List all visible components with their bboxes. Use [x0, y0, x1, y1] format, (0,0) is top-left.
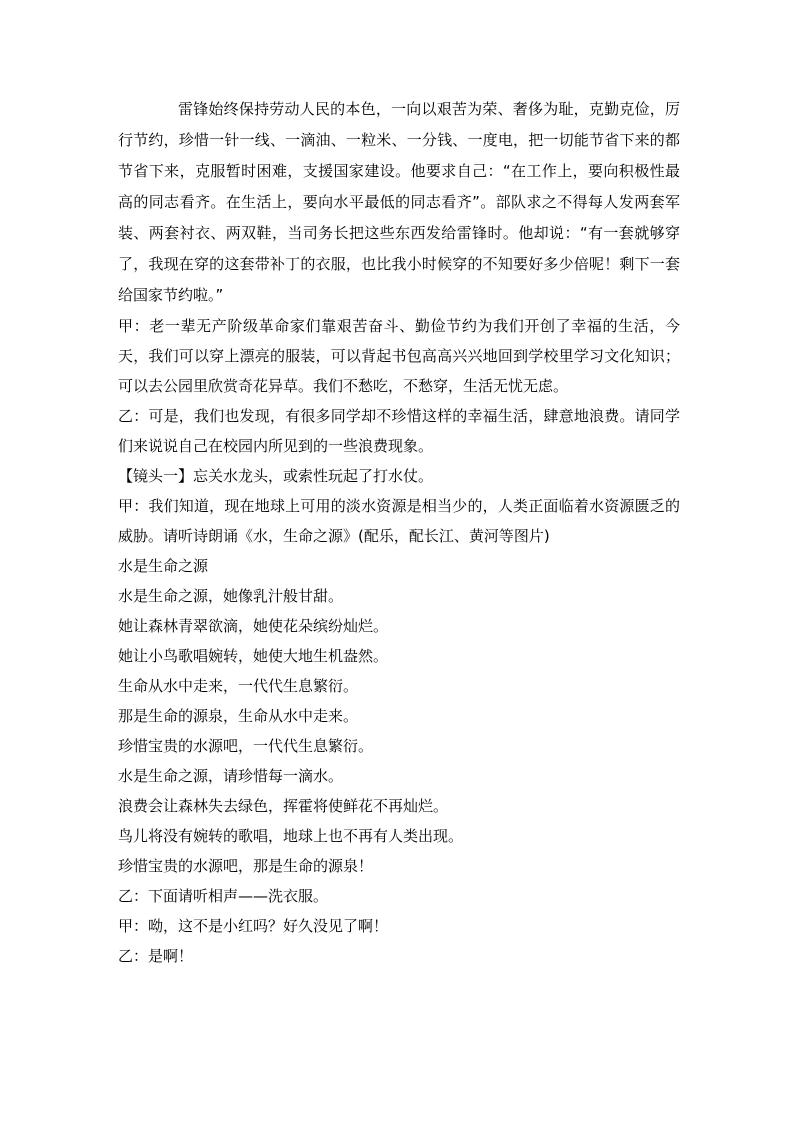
poem-line: 珍惜宝贵的水源吧，一代代生息繁衍。 [118, 737, 374, 755]
poem-line: 珍惜宝贵的水源吧，那是生命的源泉！ [118, 857, 374, 875]
dialogue-yi-3: 乙：是啊！ [118, 947, 194, 965]
poem-line: 她让森林青翠欲滴，她使花朵缤纷灿烂。 [118, 617, 389, 635]
poem-line: 那是生命的源泉，生命从水中走来。 [118, 707, 359, 725]
intro-paragraph: 雷锋始终保持劳动人民的本色，一向以艰苦为荣、奢侈为耻，克勤克俭，厉行节约，珍惜一针一线、一滴油、一粒米、一分钱、一度电，把一切能节省下来的都节省下来，克服暂时困难，支援国家建设。他要求自己：“在工作上，要向积极性最高的同志看齐。在生活上，要向水平最低的同志看齐”。部队求之不得每人发两套军装、两套衬衣、两双鞋，当司务长把这些东西发给雷锋时。他却说：“有一套就够穿了，我现在穿的这套带补丁的衣服，也比我小时候穿的不知要好多少倍呢！剩下一套给国家节约啦。” [118, 100, 680, 304]
dialogue-jia-3: 甲：呦，这不是小红吗？好久没见了啊！ [118, 917, 389, 935]
poem-title: 水是生命之源 [118, 557, 209, 575]
poem-line: 她让小鸟歌唱婉转，她使大地生机盎然。 [118, 647, 389, 665]
document-body [118, 94, 680, 971]
dialogue-jia-2: 甲：我们知道，现在地球上可用的淡水资源是相当少的，人类正面临着水资源匮乏的威胁。请听诗朗诵《水，生命之源》(配乐，配长江、黄河等图片) [118, 497, 680, 545]
dialogue-yi-1: 乙：可是，我们也发现，有很多同学却不珍惜这样的幸福生活，肆意地浪费。请同学们来说说自己在校园内所见到的一些浪费现象。 [118, 407, 680, 455]
scene-heading-1: 【镜头一】忘关水龙头，或索性玩起了打水仗。 [118, 467, 434, 485]
dialogue-jia-1: 甲：老一辈无产阶级革命家们靠艰苦奋斗、勤俭节约为我们开创了幸福的生活，今天，我们可以穿上漂亮的服装，可以背起书包高高兴兴地回到学校里学习文化知识；可以去公园里欣赏奇花异草。我们不愁吃，不愁穿，生活无忧无虑。 [118, 317, 680, 395]
poem-line: 水是生命之源，她像乳汁般甘甜。 [118, 587, 344, 605]
poem-line: 鸟儿将没有婉转的歌唱，地球上也不再有人类出现。 [118, 827, 464, 845]
poem-line: 生命从水中走来，一代代生息繁衍。 [118, 677, 359, 695]
poem-line: 水是生命之源，请珍惜每一滴水。 [118, 767, 344, 785]
dialogue-yi-2: 乙：下面请听相声——洗衣服。 [118, 887, 329, 905]
poem-line: 浪费会让森林失去绿色，挥霍将使鲜花不再灿烂。 [118, 797, 449, 815]
